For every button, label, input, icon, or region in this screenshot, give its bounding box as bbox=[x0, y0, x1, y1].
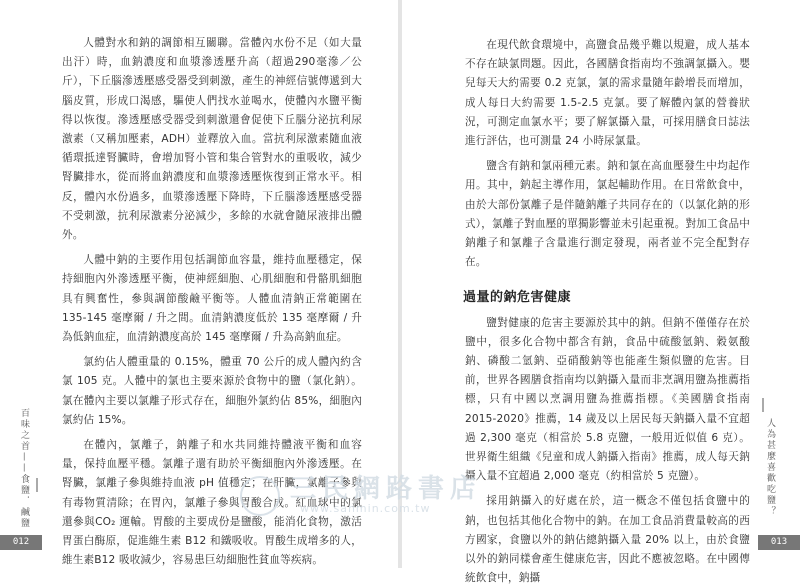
left-page-number: 012 bbox=[0, 535, 42, 550]
watermark-url: www.sanmin.com.tw bbox=[300, 502, 431, 515]
paragraph: 在現代飲食環境中，高鹽食品幾乎難以規避，成人基本不存在缺氯問題。因此，各國膳食指南均不強調氯攝入。嬰兒每天大約需要 0.2 克氯，氯的需求量隨年齡增長而增加，成人每日大約需要 1.5-2.5 克氯。要了解體內氯的營養狀況，可測定血氯水平；要了解氯攝入量，可採用膳食日誌法進行評估，也可測量 24 小時尿氯量。 bbox=[465, 39, 750, 148]
right-running-title: 人為甚麼喜歡吃鹽？ bbox=[765, 418, 775, 517]
paragraph: 鹽含有鈉和氯兩種元素。鈉和氯在高血壓發生中均起作用。其中，鈉起主導作用，氯起輔助作用。在日常飲食中，由於大部份氯離子是伴隨鈉離子共同存在的（以氯化鈉的形式），氯離子對血壓的單獨影響並未引起重視。對加工食品中鈉離子和氯離子含量進行測定發現，兩者並不完全配對存在。 bbox=[465, 160, 750, 269]
paragraph: 氯約佔人體重量的 0.15%，體重 70 公斤的成人體內約含氯 105 克。人體中的氯也主要來源於食物中的鹽（氯化鈉）。氯在體內主要以氯離子形式存在，細胞外氯約佔 85%，細胞內氯約佔 15%。 bbox=[62, 356, 362, 426]
paragraph: 在體內，氯離子，鈉離子和水共同維持體液平衡和血容量，保持血壓平穩。氯離子還有助於平衡細胞內外滲透壓。在腎臟，氯離子參與維持血液 pH 值穩定；在肝臟，氯離子參與有毒物質清除；在胃內，氯離子參與胃酸合成。紅血球中的氯還參與CO₂ 運輸。胃酸的主要成份是鹽酸，能消化食物，激活胃蛋白酶原，促進維生素 B12 和鐵吸收。胃酸生成增多的人，維生素B12 吸收減少，容易患巨幼細胞性貧血等疾病。 bbox=[62, 439, 362, 567]
left-page-body bbox=[62, 34, 362, 570]
paragraph: 人體中鈉的主要作用包括調節血容量，維持血壓穩定，保持細胞內外滲透壓平衡，使神經細胞、心肌細胞和骨骼肌細胞具有興奮性，參與調節酸鹼平衡等。人體血清鈉正常範圍在135-145 毫摩爾 / 升之間。血清鈉濃度低於 135 毫摩爾 / 升為低鈉血症，血清鈉濃度高於 145 毫摩爾 / 升為高鈉血症。 bbox=[62, 254, 362, 344]
right-page-body bbox=[465, 36, 750, 588]
paragraph: 人體對水和鈉的調節相互關聯。當體內水份不足（如大量出汗）時，血鈉濃度和血漿滲透壓升高（超過290毫滲／公斤），下丘腦滲透壓感受器受到刺激，產生的神經信號傳遞到大腦皮質，形成口渴感，驅使人們找水並喝水，使體內水鹽平衡得以恢復。滲透壓感受器受到刺激還會促使下丘腦分泌抗利尿激素（又稱加壓素，ADH）並釋放入血。當抗利尿激素隨血液循環抵達腎臟時，會增加腎小管和集合管對水的重吸收，減少腎臟排水，從而將血鈉濃度和血漿滲透壓恢復到正常水平。相反，體內水份過多，血漿滲透壓下降時，下丘腦滲透壓感受器不受刺激，抗利尿激素分泌減少，多餘的水就會隨尿液排出體外。 bbox=[62, 37, 362, 242]
left-running-title: 百味之首——食鹽．鹹鹽 bbox=[19, 408, 29, 529]
paragraph: 鹽對健康的危害主要源於其中的鈉。但鈉不僅僅存在於鹽中，很多化合物中都含有鈉，食品中硫酸氫鈉、穀氨酸鈉、磷酸二氫鈉、亞硝酸鈉等也能產生類似鹽的危害。目前，世界各國膳食指南均以鈉攝入量而非烹調用鹽為推薦指標，只有中國以烹調用鹽為推薦指標。《美國膳食指南 2015-2020》推薦，14 歲及以上居民每天鈉攝入量不宜超過 2,300 毫克（相當於 5.8 克鹽，一般用近似值 6 克）。世界衛生組織《兒童和成人鈉攝入指南》推薦，成人每天鈉攝入量不宜超過 2,000 毫克（約相當於 5 克鹽）。 bbox=[465, 316, 750, 483]
right-page-number: 013 bbox=[758, 535, 800, 550]
paragraph: 採用鈉攝入的好處在於，這一概念不僅包括食鹽中的鈉，也包括其他化合物中的鈉。在加工食品消費量較高的西方國家，食鹽以外的鈉佔總鈉攝入量 20% 以上，由於食鹽以外的鈉同樣會產生健康危害，因此不應被忽略。在中國傳統飲食中，鈉攝 bbox=[465, 495, 750, 585]
watermark-title: 三民網路書店 bbox=[290, 474, 483, 504]
right-running-title-marker bbox=[762, 398, 764, 412]
left-running-title-marker bbox=[36, 478, 38, 492]
section-heading: 過量的鈉危害健康 bbox=[463, 290, 572, 306]
book-spine bbox=[398, 0, 402, 568]
